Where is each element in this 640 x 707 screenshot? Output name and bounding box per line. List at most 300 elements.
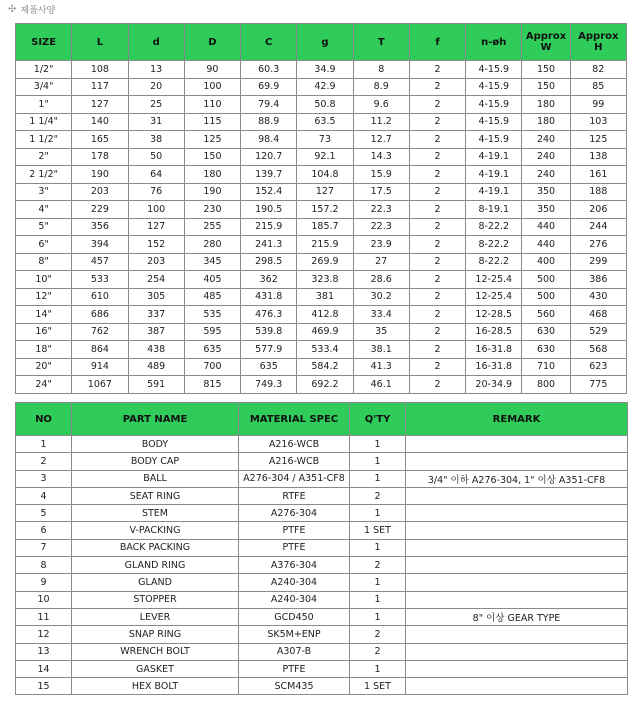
column-header: n-øh — [466, 24, 522, 61]
column-header: Approx H — [570, 24, 626, 61]
table-cell: 103 — [570, 113, 626, 131]
column-header: SIZE — [16, 24, 72, 61]
table-cell: 762 — [72, 323, 128, 341]
table-cell: 749.3 — [241, 376, 297, 394]
table-cell: 35 — [353, 323, 409, 341]
table-cell: 24" — [16, 376, 72, 394]
table-cell: 2 — [409, 201, 465, 219]
table-cell: 630 — [522, 341, 570, 359]
table-cell: 15.9 — [353, 166, 409, 184]
table-cell: 276 — [570, 236, 626, 254]
table-cell: 2 — [409, 131, 465, 149]
table-cell: GLAND RING — [72, 557, 239, 574]
table-cell: 241.3 — [241, 236, 297, 254]
table-cell: 16" — [16, 323, 72, 341]
table-cell: 12-28.5 — [466, 306, 522, 324]
table-cell — [406, 643, 628, 660]
table-cell: 28.6 — [353, 271, 409, 289]
table-cell: 350 — [522, 201, 570, 219]
table-cell: 2 — [409, 183, 465, 201]
table-cell: SNAP RING — [72, 626, 239, 643]
table-cell: 88.9 — [241, 113, 297, 131]
table-cell: A276-304 / A351-CF8 — [239, 470, 350, 487]
section-heading — [8, 1, 55, 17]
table-cell: 76 — [128, 183, 184, 201]
table-cell: 280 — [184, 236, 240, 254]
table-cell: 150 — [522, 78, 570, 96]
table-cell: 1 — [350, 470, 406, 487]
table-cell: 16-31.8 — [466, 341, 522, 359]
table-cell: 2 — [409, 96, 465, 114]
table-cell: SK5M+ENP — [239, 626, 350, 643]
table-cell: 33.4 — [353, 306, 409, 324]
table-row — [16, 166, 627, 184]
table-cell: 584.2 — [297, 358, 353, 376]
table-cell: A307-B — [239, 643, 350, 660]
table-cell: 440 — [522, 218, 570, 236]
table-cell: 11.2 — [353, 113, 409, 131]
table-cell: 9.6 — [353, 96, 409, 114]
table-cell: A276-304 — [239, 505, 350, 522]
table-cell: BODY — [72, 436, 239, 453]
table-cell: 4 — [16, 487, 72, 504]
table-cell: 190 — [184, 183, 240, 201]
column-header: d — [128, 24, 184, 61]
table-cell: 438 — [128, 341, 184, 359]
table-cell: 2 — [409, 271, 465, 289]
table-cell: 12-25.4 — [466, 271, 522, 289]
table-cell: 2 — [409, 148, 465, 166]
table-cell: 152 — [128, 236, 184, 254]
table-cell: 1" — [16, 96, 72, 114]
table-cell: 99 — [570, 96, 626, 114]
table-cell: WRENCH BOLT — [72, 643, 239, 660]
table-cell: 63.5 — [297, 113, 353, 131]
table-cell: 30.2 — [353, 288, 409, 306]
table-cell: 323.8 — [297, 271, 353, 289]
table-cell: 8.9 — [353, 78, 409, 96]
table-cell: 90 — [184, 61, 240, 79]
table-cell: 362 — [241, 271, 297, 289]
table-cell: 18" — [16, 341, 72, 359]
table-cell: 180 — [522, 96, 570, 114]
table-cell: 2 — [409, 253, 465, 271]
table-cell: 98.4 — [241, 131, 297, 149]
table-cell: 229 — [72, 201, 128, 219]
column-header: MATERIAL SPEC — [239, 403, 350, 436]
table-cell: 3" — [16, 183, 72, 201]
table-cell: 2 — [350, 557, 406, 574]
table-cell: 1 — [350, 505, 406, 522]
table-cell: 34.9 — [297, 61, 353, 79]
table-cell: 533 — [72, 271, 128, 289]
table-cell: 2 — [409, 288, 465, 306]
table-cell: 1 — [350, 660, 406, 677]
table-cell — [406, 678, 628, 695]
table-cell: 4-15.9 — [466, 96, 522, 114]
table-row — [16, 341, 627, 359]
table-cell: 2 1/2" — [16, 166, 72, 184]
table-cell: 157.2 — [297, 201, 353, 219]
table-cell: 440 — [522, 236, 570, 254]
table-cell: 240 — [522, 166, 570, 184]
table-cell: 230 — [184, 201, 240, 219]
table-cell: 5" — [16, 218, 72, 236]
table-cell: 10 — [16, 591, 72, 608]
table-cell: 12-25.4 — [466, 288, 522, 306]
table-cell: 5 — [16, 505, 72, 522]
table-cell: 161 — [570, 166, 626, 184]
table-cell: 17.5 — [353, 183, 409, 201]
table-cell: 50 — [128, 148, 184, 166]
table-row — [16, 470, 628, 487]
table-cell: 178 — [72, 148, 128, 166]
table-cell: 13 — [16, 643, 72, 660]
table-cell: 298.5 — [241, 253, 297, 271]
table-cell: 104.8 — [297, 166, 353, 184]
table-cell: 180 — [522, 113, 570, 131]
table-cell: 14.3 — [353, 148, 409, 166]
table-cell: 3/4" 이하 A276-304, 1" 이상 A351-CF8 — [406, 470, 628, 487]
table-cell: 22.3 — [353, 218, 409, 236]
table-cell: 431.8 — [241, 288, 297, 306]
table-cell: SCM435 — [239, 678, 350, 695]
table-cell: 150 — [184, 148, 240, 166]
table-cell: 387 — [128, 323, 184, 341]
table-cell: 686 — [72, 306, 128, 324]
table-cell: 2 — [409, 323, 465, 341]
table-cell: GASKET — [72, 660, 239, 677]
table-cell: 190.5 — [241, 201, 297, 219]
table-cell: 2" — [16, 148, 72, 166]
table-cell: 7 — [16, 539, 72, 556]
table-cell: 64 — [128, 166, 184, 184]
table-cell: 1 SET — [350, 522, 406, 539]
table-cell: 23.9 — [353, 236, 409, 254]
table-cell: 539.8 — [241, 323, 297, 341]
table-cell: 3/4" — [16, 78, 72, 96]
table-cell: 1 — [350, 436, 406, 453]
table-cell: 8-22.2 — [466, 253, 522, 271]
table-cell: 92.1 — [297, 148, 353, 166]
table-cell: 255 — [184, 218, 240, 236]
table-cell: BODY CAP — [72, 453, 239, 470]
table-cell: 115 — [184, 113, 240, 131]
table-row — [16, 660, 628, 677]
column-header: NO — [16, 403, 72, 436]
table-cell — [406, 436, 628, 453]
table-cell: 85 — [570, 78, 626, 96]
column-header: D — [184, 24, 240, 61]
table-cell: 180 — [184, 166, 240, 184]
table-row — [16, 306, 627, 324]
table-cell: 485 — [184, 288, 240, 306]
table-cell: 381 — [297, 288, 353, 306]
table-cell: 864 — [72, 341, 128, 359]
table-row — [16, 453, 628, 470]
table-row — [16, 608, 628, 625]
table-cell: STEM — [72, 505, 239, 522]
table-cell: SEAT RING — [72, 487, 239, 504]
table-cell: RTFE — [239, 487, 350, 504]
table-cell: 140 — [72, 113, 128, 131]
parts-table-body — [16, 436, 628, 695]
table-cell: 356 — [72, 218, 128, 236]
table-cell: 1 1/4" — [16, 113, 72, 131]
table-cell: 203 — [72, 183, 128, 201]
table-cell: 299 — [570, 253, 626, 271]
table-cell: 31 — [128, 113, 184, 131]
table-cell: 38 — [128, 131, 184, 149]
table-cell: 430 — [570, 288, 626, 306]
table-cell: 386 — [570, 271, 626, 289]
table-cell: 914 — [72, 358, 128, 376]
table-row — [16, 236, 627, 254]
table-cell: 2 — [409, 358, 465, 376]
table-cell: 12" — [16, 288, 72, 306]
table-cell: 79.4 — [241, 96, 297, 114]
table-row — [16, 253, 627, 271]
table-cell: 269.9 — [297, 253, 353, 271]
table-cell: 82 — [570, 61, 626, 79]
table-row — [16, 78, 627, 96]
table-cell: 500 — [522, 288, 570, 306]
section-title: 제품사양 — [20, 5, 56, 16]
table-row — [16, 626, 628, 643]
table-cell: 8-22.2 — [466, 218, 522, 236]
table-cell: STOPPER — [72, 591, 239, 608]
column-header: Q'TY — [350, 403, 406, 436]
table-cell: 2 — [350, 643, 406, 660]
table-cell: 6" — [16, 236, 72, 254]
table-cell: 152.4 — [241, 183, 297, 201]
table-cell: 14 — [16, 660, 72, 677]
table-cell: 8 — [353, 61, 409, 79]
table-cell: 2 — [409, 306, 465, 324]
table-cell: 4-19.1 — [466, 148, 522, 166]
table-cell: 11 — [16, 608, 72, 625]
table-cell — [406, 626, 628, 643]
table-cell: 815 — [184, 376, 240, 394]
table-cell: 4-19.1 — [466, 183, 522, 201]
table-row — [16, 113, 627, 131]
column-header: Approx W — [522, 24, 570, 61]
table-cell: 2 — [16, 453, 72, 470]
table-cell — [406, 539, 628, 556]
table-cell — [406, 453, 628, 470]
column-header: f — [409, 24, 465, 61]
table-cell: 535 — [184, 306, 240, 324]
parts-table-header — [16, 403, 628, 436]
table-cell: BACK PACKING — [72, 539, 239, 556]
table-cell: 127 — [72, 96, 128, 114]
table-cell: 457 — [72, 253, 128, 271]
table-cell: 4-19.1 — [466, 166, 522, 184]
table-cell: 1/2" — [16, 61, 72, 79]
table-cell: 165 — [72, 131, 128, 149]
table-cell: 2 — [409, 218, 465, 236]
table-cell: 254 — [128, 271, 184, 289]
table-cell: 46.1 — [353, 376, 409, 394]
table-row — [16, 218, 627, 236]
table-cell — [406, 660, 628, 677]
bullet-icon: ✣ — [8, 3, 17, 15]
table-row — [16, 131, 627, 149]
parts-header-row — [16, 403, 628, 436]
table-cell: HEX BOLT — [72, 678, 239, 695]
table-row — [16, 487, 628, 504]
table-cell: 42.9 — [297, 78, 353, 96]
table-cell: 469.9 — [297, 323, 353, 341]
table-cell: 20" — [16, 358, 72, 376]
table-cell: 125 — [184, 131, 240, 149]
column-header: g — [297, 24, 353, 61]
table-cell: 2 — [409, 376, 465, 394]
table-cell: 12 — [16, 626, 72, 643]
table-cell: 1 — [350, 591, 406, 608]
table-cell: PTFE — [239, 522, 350, 539]
table-cell: 139.7 — [241, 166, 297, 184]
table-cell: 69.9 — [241, 78, 297, 96]
table-cell: 50.8 — [297, 96, 353, 114]
table-cell: 1 — [350, 574, 406, 591]
table-cell: 8" 이상 GEAR TYPE — [406, 608, 628, 625]
table-row — [16, 358, 627, 376]
table-cell: 100 — [184, 78, 240, 96]
table-cell: 150 — [522, 61, 570, 79]
table-cell: 350 — [522, 183, 570, 201]
table-cell: 185.7 — [297, 218, 353, 236]
table-cell: 1 — [350, 608, 406, 625]
table-row — [16, 183, 627, 201]
table-cell: 4-15.9 — [466, 113, 522, 131]
table-cell: A216-WCB — [239, 436, 350, 453]
table-row — [16, 678, 628, 695]
table-cell: LEVER — [72, 608, 239, 625]
table-cell: 38.1 — [353, 341, 409, 359]
table-row — [16, 148, 627, 166]
table-row — [16, 271, 627, 289]
table-cell: A376-304 — [239, 557, 350, 574]
table-row — [16, 376, 627, 394]
table-cell: 577.9 — [241, 341, 297, 359]
table-cell: 100 — [128, 201, 184, 219]
table-cell: 2 — [409, 78, 465, 96]
table-cell: 1 1/2" — [16, 131, 72, 149]
table-cell: 138 — [570, 148, 626, 166]
table-cell: 10" — [16, 271, 72, 289]
table-cell: 8" — [16, 253, 72, 271]
table-cell: 2 — [350, 626, 406, 643]
table-cell: 630 — [522, 323, 570, 341]
table-cell: 405 — [184, 271, 240, 289]
table-cell: 120.7 — [241, 148, 297, 166]
table-cell: 41.3 — [353, 358, 409, 376]
table-cell: 215.9 — [297, 236, 353, 254]
table-cell — [406, 591, 628, 608]
table-cell: 800 — [522, 376, 570, 394]
table-cell: 4-15.9 — [466, 61, 522, 79]
table-row — [16, 96, 627, 114]
table-cell: 305 — [128, 288, 184, 306]
table-cell: 595 — [184, 323, 240, 341]
table-cell: 20-34.9 — [466, 376, 522, 394]
table-row — [16, 61, 627, 79]
table-cell: 215.9 — [241, 218, 297, 236]
table-row — [16, 591, 628, 608]
table-cell: 14" — [16, 306, 72, 324]
table-cell: 529 — [570, 323, 626, 341]
spec-table — [15, 23, 627, 394]
table-cell: 22.3 — [353, 201, 409, 219]
table-cell: 591 — [128, 376, 184, 394]
parts-table — [15, 402, 628, 695]
table-row — [16, 201, 627, 219]
table-row — [16, 436, 628, 453]
table-cell: GLAND — [72, 574, 239, 591]
table-cell: 4-15.9 — [466, 78, 522, 96]
table-row — [16, 643, 628, 660]
table-cell: 533.4 — [297, 341, 353, 359]
table-cell: 1 — [16, 436, 72, 453]
table-cell: 9 — [16, 574, 72, 591]
table-cell: 560 — [522, 306, 570, 324]
table-cell: 6 — [16, 522, 72, 539]
table-cell: 244 — [570, 218, 626, 236]
table-cell: 240 — [522, 131, 570, 149]
table-row — [16, 323, 627, 341]
table-cell: 20 — [128, 78, 184, 96]
table-cell: 1 — [350, 453, 406, 470]
column-header: T — [353, 24, 409, 61]
table-cell: 1067 — [72, 376, 128, 394]
table-cell: 710 — [522, 358, 570, 376]
table-cell: 1 — [350, 539, 406, 556]
table-cell: 775 — [570, 376, 626, 394]
table-cell: 27 — [353, 253, 409, 271]
table-cell: 108 — [72, 61, 128, 79]
table-cell: 240 — [522, 148, 570, 166]
table-cell: 117 — [72, 78, 128, 96]
table-row — [16, 539, 628, 556]
table-row — [16, 288, 627, 306]
table-cell: 8 — [16, 557, 72, 574]
table-cell: 2 — [409, 236, 465, 254]
table-cell: 635 — [184, 341, 240, 359]
table-cell: 700 — [184, 358, 240, 376]
table-cell — [406, 522, 628, 539]
table-cell: 206 — [570, 201, 626, 219]
table-cell: 125 — [570, 131, 626, 149]
spec-table-body — [16, 61, 627, 394]
table-cell — [406, 505, 628, 522]
table-cell: V-PACKING — [72, 522, 239, 539]
table-cell: 2 — [350, 487, 406, 504]
table-cell: A240-304 — [239, 591, 350, 608]
table-cell: 73 — [297, 131, 353, 149]
table-cell: 500 — [522, 271, 570, 289]
table-cell: 692.2 — [297, 376, 353, 394]
table-cell: 2 — [409, 341, 465, 359]
table-cell: 400 — [522, 253, 570, 271]
table-cell: 610 — [72, 288, 128, 306]
table-cell: 394 — [72, 236, 128, 254]
table-cell: 25 — [128, 96, 184, 114]
column-header: L — [72, 24, 128, 61]
table-row — [16, 522, 628, 539]
table-cell: 468 — [570, 306, 626, 324]
table-cell: 489 — [128, 358, 184, 376]
